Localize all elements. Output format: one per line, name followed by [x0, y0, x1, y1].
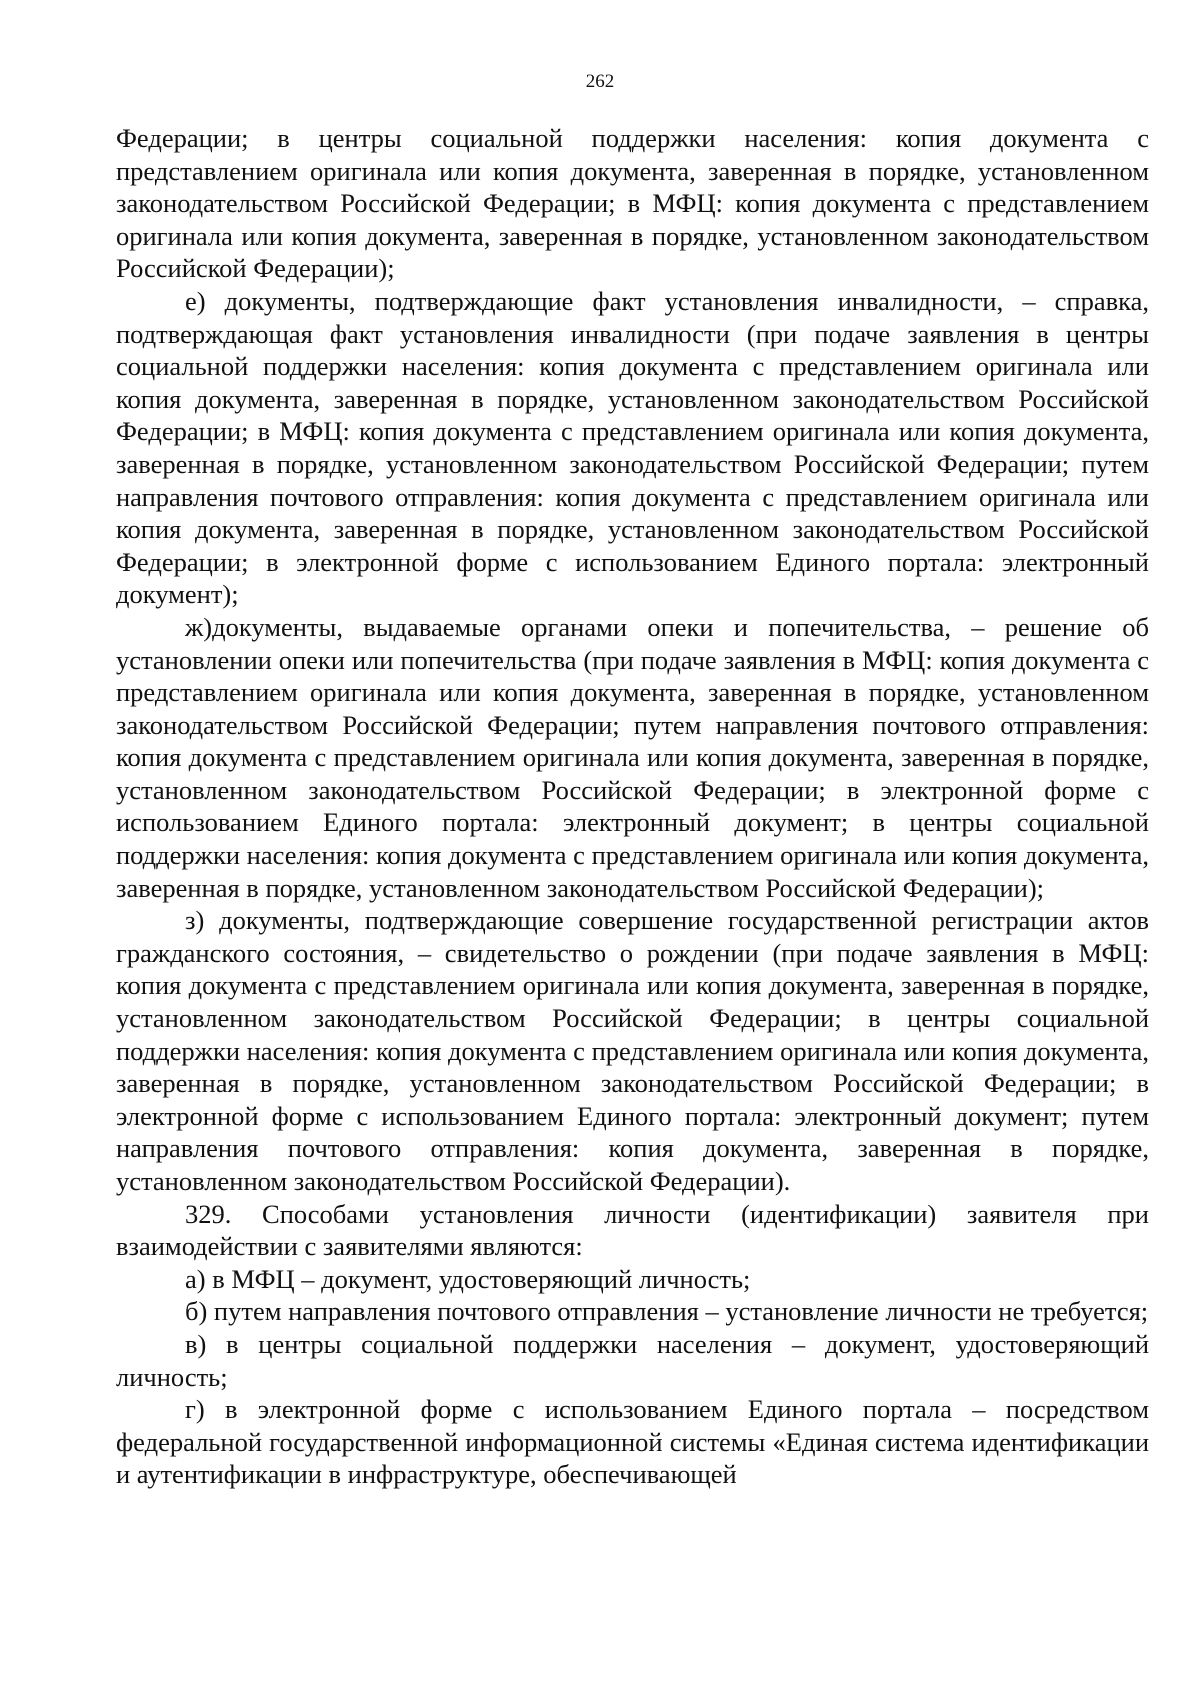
paragraph-329: 329. Способами установления личности (идентификации) заявителя при взаимодействии с заявителями являются: [116, 1198, 1149, 1262]
paragraph-item-zh: ж)документы, выдаваемые органами опеки и попечительства, – решение об установлении опеки или попечительства (при подаче заявления в МФЦ: копия документа с представлением оригинала или копия документа, заверенная в порядке, установленном законодательством Российской Федерации; путем направления почтового отправления: копия документа с представлением оригинала или копия документа, заверенная в порядке, установленном законодательством Российской Федерации; в электронной форме с использованием Единого портала: электронный документ; в центры социальной поддержки населения: копия документа с представлением оригинала или копия документа, заверенная в порядке, установленном законодательством Российской Федерации); [116, 611, 1149, 903]
paragraph-continuation: Федерации; в центры социальной поддержки населения: копия документа с представлением оригинала или копия документа, заверенная в порядке, установленном законодательством Российской Федерации; в МФЦ: копия документа с представлением оригинала или копия документа, заверенная в порядке, установленном законодательством Российской Федерации); [116, 123, 1149, 284]
page-number: 262 [585, 71, 615, 92]
paragraph-item-a: а) в МФЦ – документ, удостоверяющий личность; [185, 1263, 751, 1294]
paragraph-item-g: г) в электронной форме с использованием Единого портала – посредством федеральной государственной информационной системы «Единая система идентификации и аутентификации в инфраструктуре, обеспечивающей [116, 1394, 1149, 1490]
paragraph-item-e: е) документы, подтверждающие факт установления инвалидности, – справка, подтверждающая факт установления инвалидности (при подаче заявления в центры социальной поддержки населения: копия документа с представлением оригинала или копия документа, заверенная в порядке, установленном законодательством Российской Федерации; в МФЦ: копия документа с представлением оригинала или копия документа, заверенная в порядке, установленном законодательством Российской Федерации; путем направления почтового отправления: копия документа с представлением оригинала или копия документа, заверенная в порядке, установленном законодательством Российской Федерации; в электронной форме с использованием Единого портала: электронный документ); [116, 285, 1149, 610]
paragraph-item-z: з) документы, подтверждающие совершение государственной регистрации актов гражданского состояния, – свидетельство о рождении (при подаче заявления в МФЦ: копия документа с представлением оригинала или копия документа, заверенная в порядке, установленном законодательством Российской Федерации; в центры социальной поддержки населения: копия документа с представлением оригинала или копия документа, заверенная в порядке, установленном законодательством Российской Федерации; в электронной форме с использованием Единого портала: электронный документ; путем направления почтового отправления: копия документа, заверенная в порядке, установленном законодательством Российской Федерации). [116, 905, 1149, 1196]
paragraph-item-b: б) путем направления почтового отправления – установление личности не требуется; [185, 1296, 1149, 1327]
paragraph-item-v: в) в центры социальной поддержки населения – документ, удостоверяющий личность; [116, 1328, 1149, 1392]
document-body [116, 122, 1149, 1491]
